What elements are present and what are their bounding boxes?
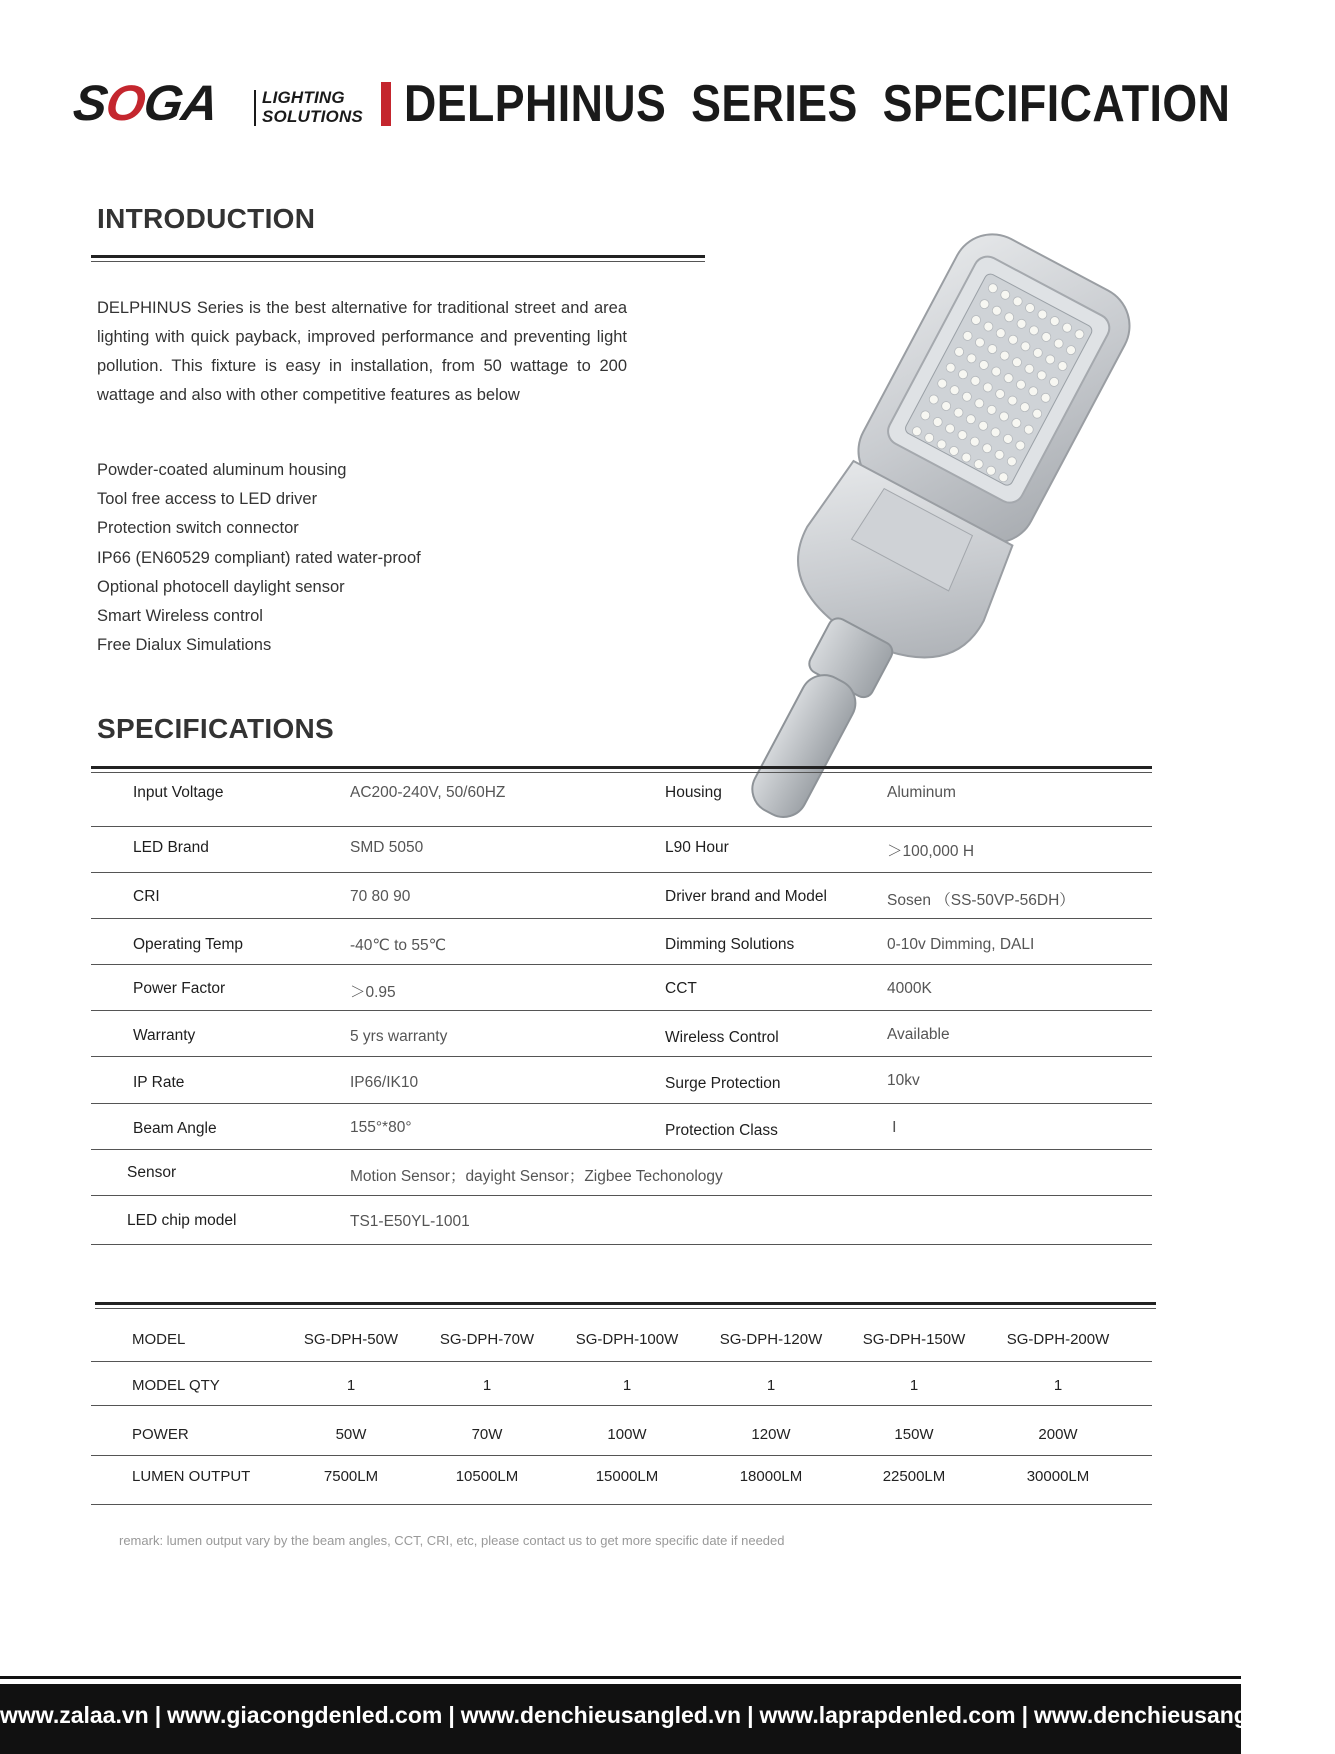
- table-cell: 10500LM: [455, 1468, 519, 1485]
- table-cell: 1: [482, 1377, 492, 1394]
- table-cell: 22500LM: [882, 1468, 946, 1485]
- model-table-header: SG-DPH-50W: [303, 1331, 399, 1348]
- footer-rule: [0, 1676, 1241, 1679]
- model-table-rule: [95, 1302, 1156, 1305]
- model-table-header: SG-DPH-100W: [575, 1331, 679, 1348]
- table-cell: 1: [909, 1377, 919, 1394]
- footer-link[interactable]: www.denchieusangled.vn: [460, 1702, 742, 1728]
- spec-label: Housing: [665, 784, 722, 801]
- intro-heading: INTRODUCTION: [97, 203, 316, 234]
- specs-heading-rule: [91, 766, 1152, 769]
- footer-link[interactable]: www.zalaa.vn: [0, 1702, 149, 1728]
- table-row-divider: [91, 918, 1152, 919]
- feature-list: [97, 456, 421, 660]
- footer-link[interactable]: www.laprapdenled.com: [759, 1702, 1016, 1728]
- footer-bar: www.zalaa.vn | www.giacongdenled.com | www.denchieusangled.vn | www.laprapdenled.com | www.denchieusangled.com: [0, 1684, 1241, 1754]
- spec-label: Operating Temp: [133, 936, 243, 953]
- spec-value: AC200-240V, 50/60HZ: [350, 784, 506, 801]
- spec-value: -40℃ to 55℃: [350, 937, 446, 954]
- spec-label: Surge Protection: [665, 1075, 781, 1092]
- spec-value: 10kv: [887, 1072, 920, 1089]
- spec-value: 4000K: [887, 980, 932, 997]
- spec-label: L90 Hour: [665, 839, 729, 856]
- list-item: Protection switch connector: [97, 519, 299, 538]
- spec-value: Sosen （SS-50VP-56DH）: [887, 892, 1075, 909]
- table-cell: 30000LM: [1026, 1468, 1090, 1485]
- list-item: IP66 (EN60529 compliant) rated water-proof: [97, 548, 421, 567]
- list-item: Optional photocell daylight sensor: [97, 577, 345, 596]
- model-table-row-label: POWER: [132, 1426, 189, 1443]
- spec-value: Motion Sensor；dayight Sensor；Zigbee Techonology: [350, 1168, 723, 1185]
- logo-tagline: LIGHTING SOLUTIONS: [262, 88, 363, 126]
- spec-label: CCT: [665, 980, 697, 997]
- spec-value: SMD 5050: [350, 839, 424, 856]
- table-row-divider: [91, 1244, 1152, 1245]
- table-row-divider: [91, 964, 1152, 965]
- table-cell: 1: [346, 1377, 356, 1394]
- footer-link[interactable]: www.denchieusangled.com: [1034, 1702, 1335, 1728]
- spec-label: Sensor: [127, 1164, 177, 1181]
- list-item: Smart Wireless control: [97, 607, 263, 626]
- spec-label: Wireless Control: [665, 1029, 779, 1046]
- table-cell: 1: [766, 1377, 776, 1394]
- spec-value: Available: [887, 1026, 950, 1043]
- table-row-divider: [91, 1149, 1152, 1150]
- table-row-divider: [91, 872, 1152, 873]
- list-item: Powder-coated aluminum housing: [97, 461, 347, 479]
- model-table-row-label: LUMEN OUTPUT: [132, 1468, 251, 1485]
- spec-label: Dimming Solutions: [665, 936, 795, 953]
- list-item: Tool free access to LED driver: [97, 490, 318, 509]
- table-cell: 50W: [335, 1426, 367, 1443]
- table-cell: 120W: [751, 1426, 791, 1443]
- table-row-divider: [91, 1010, 1152, 1011]
- table-cell: 150W: [894, 1426, 934, 1443]
- spec-value: 5 yrs warranty: [350, 1028, 448, 1045]
- intro-heading-rule: [91, 255, 705, 258]
- table-cell: 7500LM: [323, 1468, 379, 1485]
- specs-heading: SPECIFICATIONS: [97, 713, 335, 744]
- intro-heading-rule-thin: [91, 261, 705, 262]
- table-cell: 70W: [471, 1426, 503, 1443]
- spec-value: 0-10v Dimming, DALI: [887, 936, 1035, 953]
- table-row-divider: [91, 1455, 1152, 1456]
- table-row-divider: [91, 1103, 1152, 1104]
- model-table-header: MODEL: [132, 1331, 186, 1348]
- list-item: Free Dialux Simulations: [97, 636, 272, 655]
- document-title: DELPHINUS SERIES SPECIFICATION: [404, 75, 1231, 133]
- footer-link[interactable]: www.giacongdenled.com: [167, 1702, 443, 1728]
- model-table-header: SG-DPH-200W: [1006, 1331, 1110, 1348]
- logo-divider: [254, 90, 256, 126]
- intro-paragraph: DELPHINUS Series is the best alternative for traditional street and area lighting with quick payback, improved performance and preventing light pollution. This fixture is easy in installation, from 50 wattage to 200 wattage and also with other competitive features as below: [97, 299, 627, 404]
- spec-value: ＞0.95: [350, 984, 396, 1001]
- spec-label: Input Voltage: [133, 784, 224, 801]
- spec-value: TS1-E50YL-1001: [350, 1213, 470, 1230]
- model-table-rule-thin: [95, 1308, 1156, 1309]
- table-cell: 1: [1053, 1377, 1063, 1394]
- spec-label: IP Rate: [133, 1074, 185, 1091]
- model-table-header: SG-DPH-70W: [439, 1331, 535, 1348]
- spec-label: Protection Class: [665, 1122, 778, 1139]
- table-row-divider: [91, 1195, 1152, 1196]
- table-row-divider: [91, 1504, 1152, 1505]
- spec-value: 155°*80°: [350, 1119, 412, 1136]
- spec-label: LED chip model: [127, 1212, 237, 1229]
- model-table-header: SG-DPH-150W: [862, 1331, 966, 1348]
- spec-label: Driver brand and Model: [665, 888, 827, 905]
- table-cell: 1: [622, 1377, 632, 1394]
- table-cell: 200W: [1038, 1426, 1078, 1443]
- remark-note: remark: lumen output vary by the beam angles, CCT, CRI, etc, please contact us to get more specific date if needed: [119, 1533, 785, 1548]
- spec-label: Power Factor: [133, 980, 226, 997]
- table-row-divider: [91, 1361, 1152, 1362]
- table-cell: 18000LM: [739, 1468, 803, 1485]
- logo-accent-letter: O: [102, 75, 149, 131]
- title-accent-bar: [381, 82, 391, 126]
- spec-value: ＞100,000 H: [887, 843, 975, 860]
- spec-label: CRI: [133, 888, 160, 905]
- table-row-divider: [91, 1056, 1152, 1057]
- spec-value: IP66/IK10: [350, 1074, 419, 1091]
- brand-logo: SOGA: [70, 75, 222, 131]
- spec-value: Aluminum: [887, 784, 956, 801]
- spec-value: 70 80 90: [350, 888, 411, 905]
- product-image-street-light: [700, 255, 1180, 725]
- spec-label: Beam Angle: [133, 1120, 217, 1137]
- table-row-divider: [91, 826, 1152, 827]
- model-table-header: SG-DPH-120W: [719, 1331, 823, 1348]
- spec-label: Warranty: [133, 1027, 196, 1044]
- table-row-divider: [91, 1405, 1152, 1406]
- specs-heading-rule-thin: [91, 772, 1152, 773]
- table-cell: 15000LM: [595, 1468, 659, 1485]
- spec-value: Ⅰ: [892, 1119, 897, 1136]
- spec-label: LED Brand: [133, 839, 209, 856]
- table-cell: 100W: [607, 1426, 647, 1443]
- model-table-row-label: MODEL QTY: [132, 1377, 220, 1394]
